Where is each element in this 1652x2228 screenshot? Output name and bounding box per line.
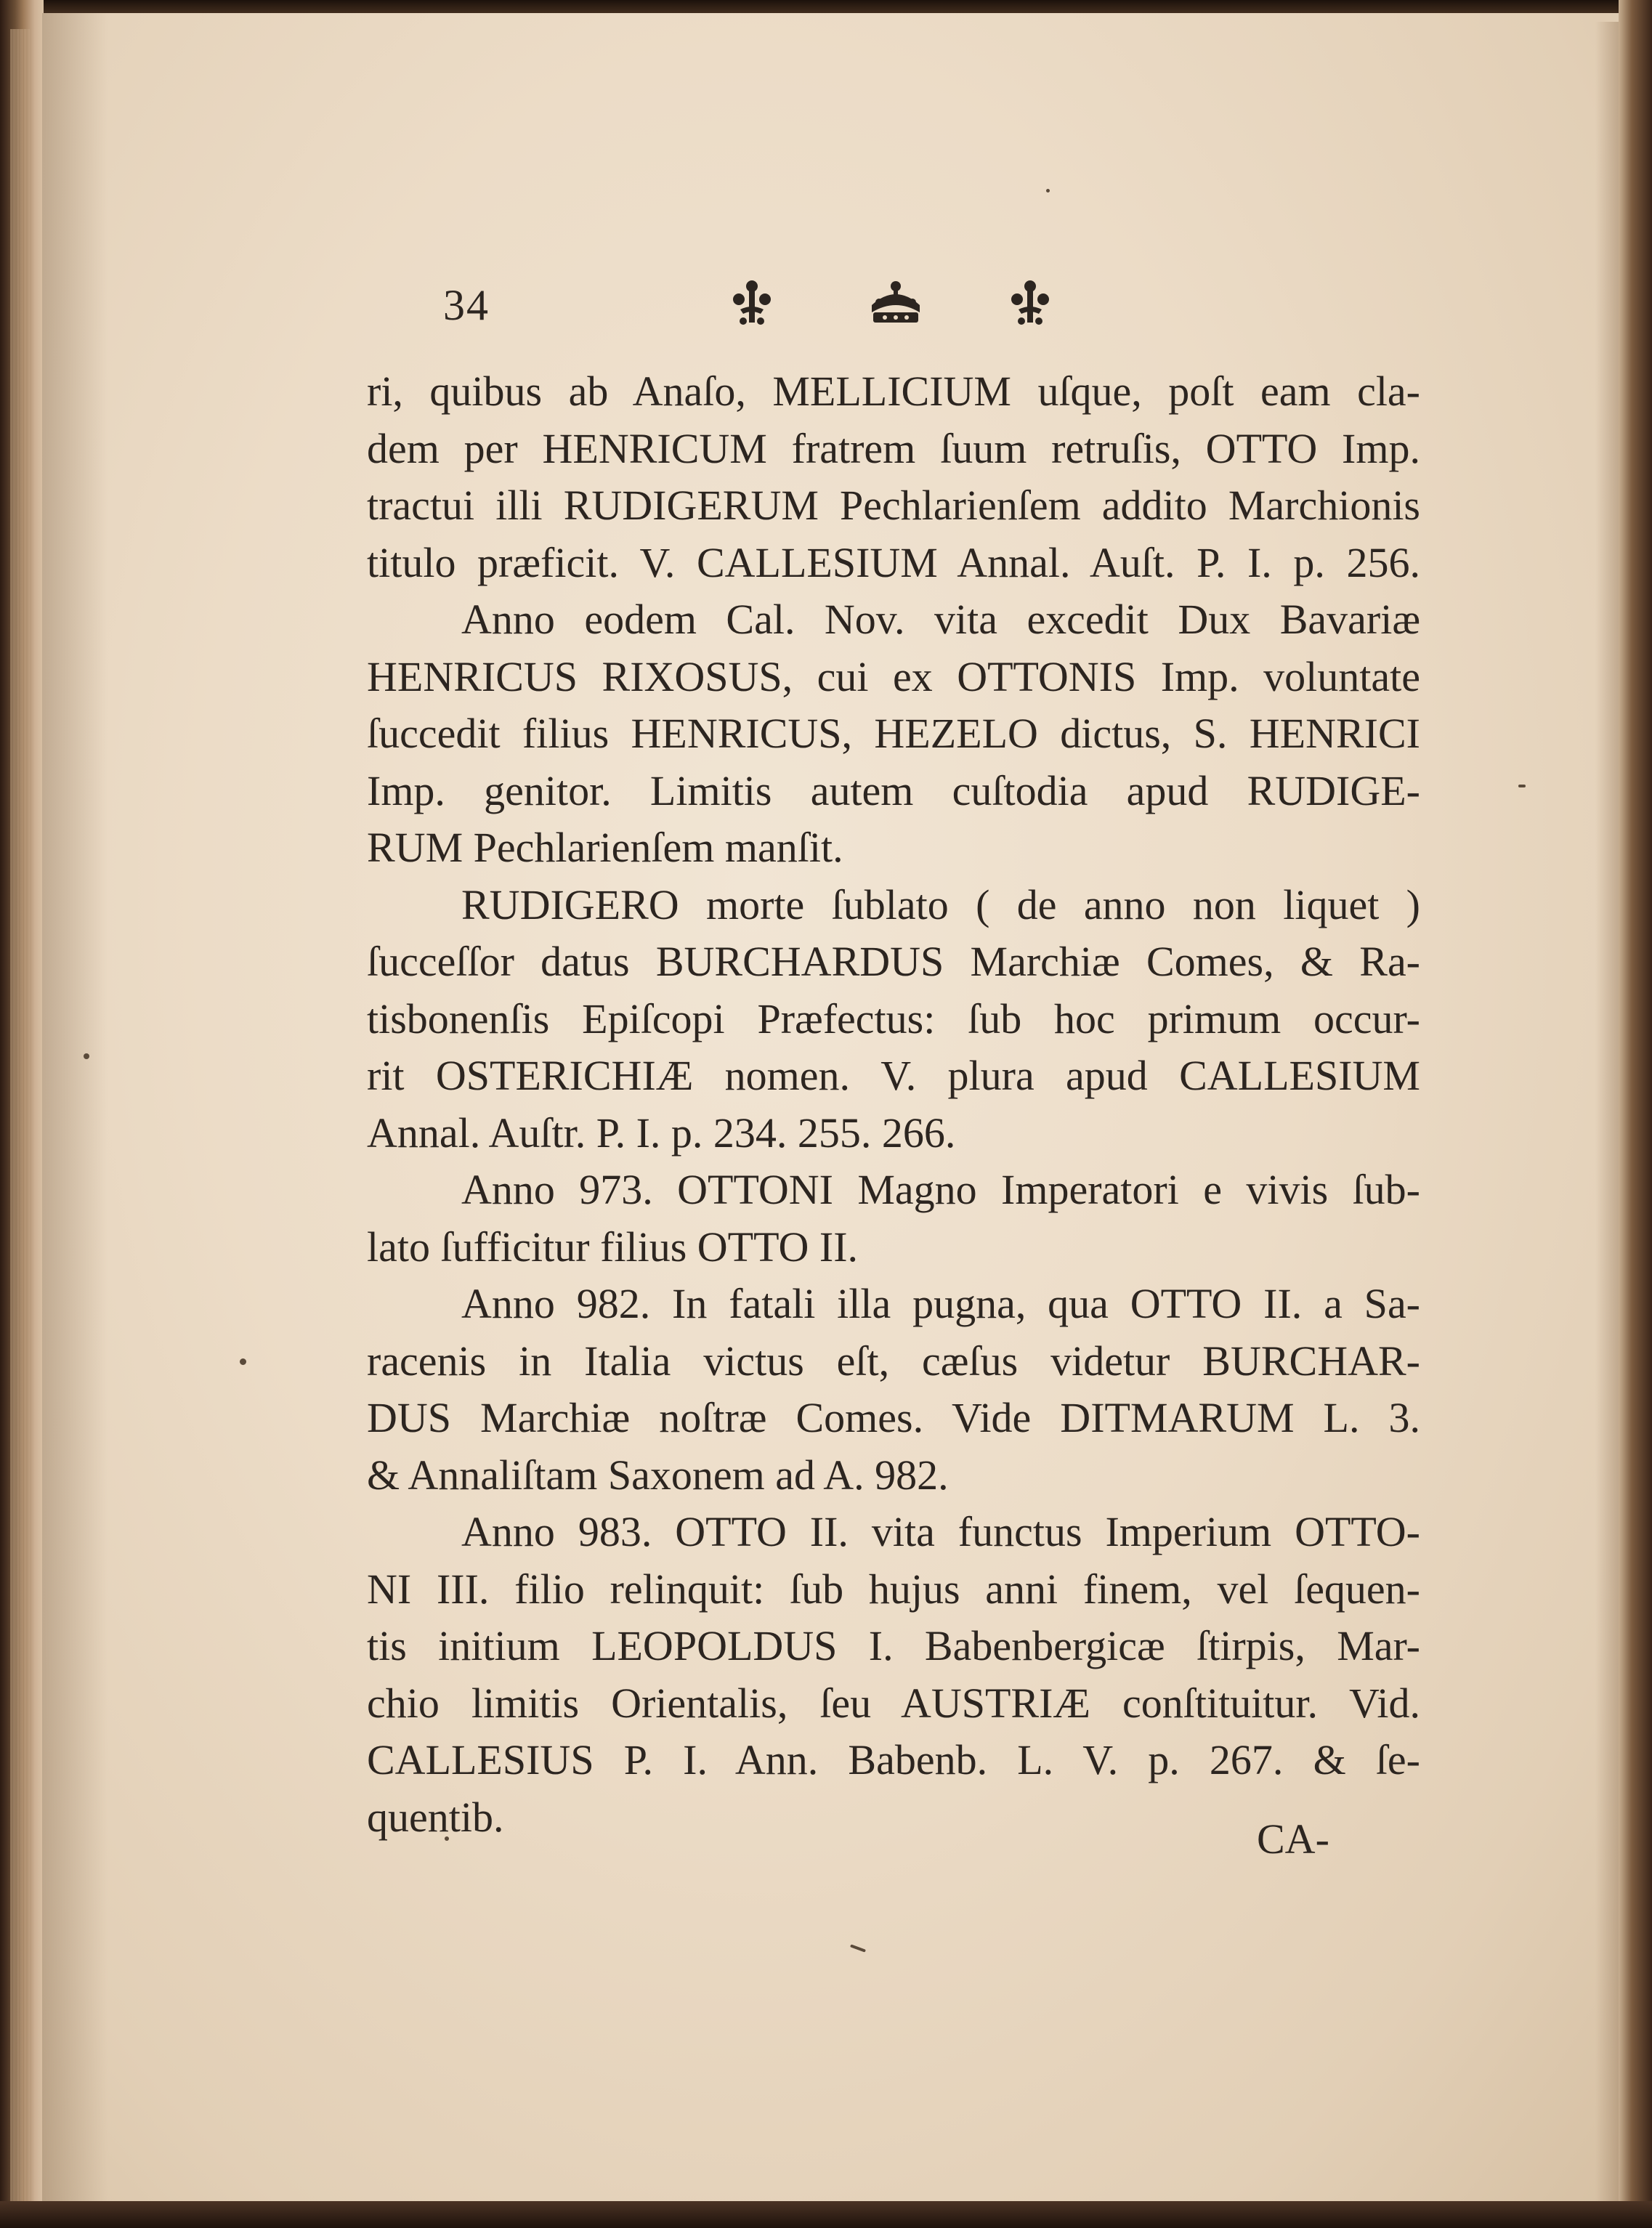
paper-speck [1046, 189, 1050, 193]
text-line: Anno eodem Cal. Nov. vita excedit Dux Bavariæ [461, 596, 1420, 643]
binding-right-edge [1619, 0, 1652, 2228]
paper-speck [1518, 785, 1526, 787]
text-line: CALLESIUS P. I. Ann. Babenb. L. V. p. 267. & ſe- [367, 1736, 1420, 1783]
text-line: quentib. [367, 1793, 504, 1841]
right-page-shadow [1595, 22, 1619, 2201]
text-line: DUS Marchiæ noſtræ Comes. Vide DITMARUM L. 3. [367, 1394, 1420, 1441]
text-line: ſuccedit filius HENRICUS, HEZELO dictus, S. HENRICI [367, 710, 1420, 757]
text-line: titulo præficit. V. CALLESIUM Annal. Auſt. P. I. p. 256. [367, 538, 1420, 586]
gutter-shadow [42, 13, 108, 2207]
text-line: Imp. genitor. Limitis autem cuſtodia apud RUDIGE- [367, 766, 1420, 814]
paper-speck [84, 1053, 89, 1059]
text-line: tis initium LEOPOLDUS I. Babenbergicæ ſtirpis, Mar- [367, 1622, 1420, 1669]
fleuron-icon [723, 276, 781, 334]
body-text [367, 363, 1420, 1846]
text-line: RUDIGERO morte ſublato ( de anno non liquet ) [461, 880, 1420, 928]
page-number: 34 [443, 281, 490, 329]
text-line: rit OSTERICHIÆ nomen. V. plura apud CALLESIUM [367, 1052, 1420, 1099]
text-line: Annal. Auſtr. P. I. p. 234. 255. 266. [367, 1109, 956, 1156]
text-line: HENRICUS RIXOSUS, cui ex OTTONIS Imp. voluntate [367, 652, 1420, 700]
text-line: Anno 973. OTTONI Magno Imperatori e vivis ſub- [461, 1166, 1420, 1213]
text-line: RUM Pechlarienſem manſit. [367, 824, 843, 871]
text-line: ſucceſſor datus BURCHARDUS Marchiæ Comes, & Ra- [367, 938, 1420, 985]
text-line: tisbonenſis Epiſcopi Præfectus: ſub hoc primum occur- [367, 995, 1420, 1042]
page-bottom-edge [0, 2201, 1652, 2228]
text-line: NI III. filio relinquit: ſub hujus anni finem, vel ſequen- [367, 1565, 1420, 1613]
text-line: & Annaliſtam Saxonem ad A. 982. [367, 1451, 949, 1499]
text-line: tractui illi RUDIGERUM Pechlarienſem addito Marchionis [367, 482, 1420, 529]
text-line: racenis in Italia victus eſt, cæſus videtur BURCHAR- [367, 1337, 1420, 1385]
text-line: lato ſufficitur filius OTTO II. [367, 1223, 859, 1271]
text-line: Anno 983. OTTO II. vita functus Imperium OTTO- [461, 1508, 1420, 1555]
text-line: Anno 982. In fatali illa pugna, qua OTTO II. a Sa- [461, 1280, 1420, 1327]
catchword: CA- [1257, 1815, 1329, 1863]
text-line: dem per HENRICUM fratrem ſuum retruſis, OTTO Imp. [367, 424, 1420, 472]
fleuron-icon [1001, 276, 1059, 334]
text-line: chio limitis Orientalis, ſeu AUSTRIÆ conſtituitur. Vid. [367, 1679, 1420, 1727]
page-stack-edge [10, 29, 31, 2201]
text-line: ri, quibus ab Anaſo, MELLICIUM uſque, poſt eam cla- [367, 368, 1420, 415]
paper-speck [240, 1358, 246, 1365]
crown-icon [863, 276, 928, 334]
